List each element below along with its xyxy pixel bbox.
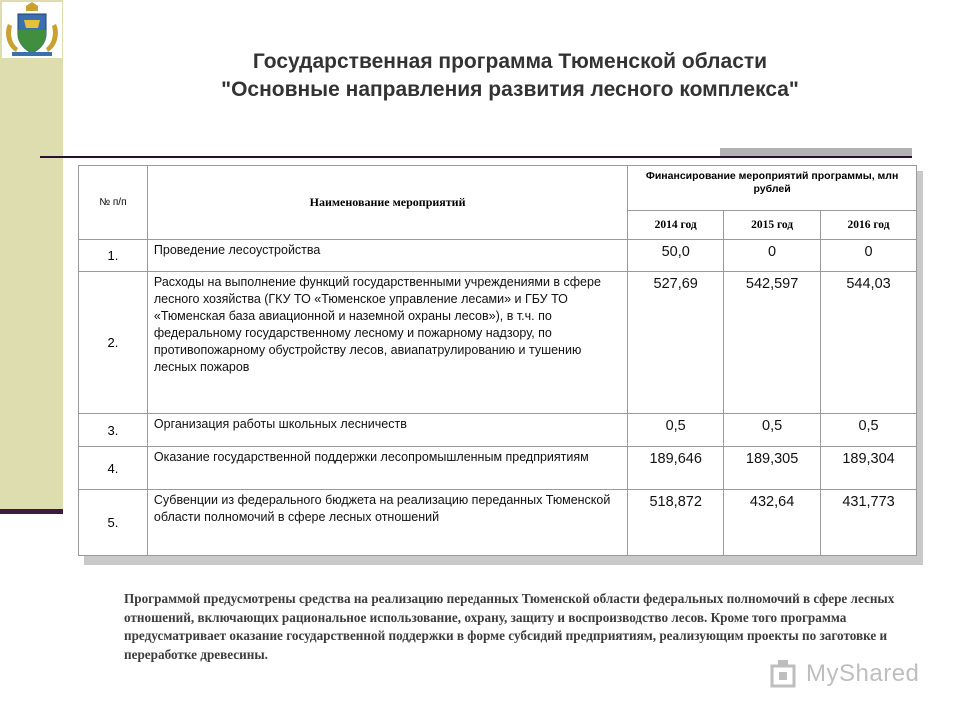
header-financing: Финансирование мероприятий программы, млн рублей	[628, 166, 917, 211]
watermark-text: MyShared	[806, 660, 920, 687]
row-name: Оказание государственной поддержки лесопромышленным предприятиям	[147, 447, 627, 490]
header-year-2015: 2015 год	[724, 211, 821, 240]
page-title	[140, 48, 880, 104]
row-name: Организация работы школьных лесничеств	[147, 414, 627, 447]
row-value-2014: 527,69	[628, 272, 724, 414]
row-value-2015: 0,5	[724, 414, 821, 447]
row-num: 5.	[79, 490, 148, 556]
row-value-2016: 431,773	[821, 490, 917, 556]
left-decor-band	[0, 0, 63, 513]
program-table	[78, 165, 917, 556]
header-year-2016: 2016 год	[821, 211, 917, 240]
title-line-1: Государственная программа Тюменской области	[252, 50, 768, 73]
header-num: № п/п	[79, 166, 148, 240]
table-row	[79, 490, 917, 556]
row-value-2016: 0	[821, 240, 917, 272]
row-value-2016: 544,03	[821, 272, 917, 414]
row-name: Проведение лесоустройства	[147, 240, 627, 272]
row-value-2016: 0,5	[821, 414, 917, 447]
table-row	[79, 272, 917, 414]
row-value-2015: 0	[724, 240, 821, 272]
row-value-2014: 0,5	[628, 414, 724, 447]
row-name: Расходы на выполнение функций государственными учреждениями в сфере лесного хозяйства (ГКУ ТО «Тюменское управление лесами» и ГБУ ТО «Тюменская база авиационной и наземной охраны лесов»), в т.ч. по федеральному государственному лесному и пожарному надзору, по противопожарному обустройству лесов, авиапатрулированию и тушению лесных пожаров	[147, 272, 627, 414]
table-row	[79, 414, 917, 447]
row-value-2015: 189,305	[724, 447, 821, 490]
row-value-2015: 432,64	[724, 490, 821, 556]
program-note: Программой предусмотрены средства на реализацию переданных Тюменской области федеральных полномочий в сфере лесных отношений, включающих рациональное использование, охрану, защиту и воспроизводство лесов. Кроме того программа предусматривает оказание государственной поддержки в форме субсидий предприятиям, реализующим проекты по заготовке и переработке древесины.	[124, 591, 895, 662]
row-value-2014: 189,646	[628, 447, 724, 490]
row-num: 4.	[79, 447, 148, 490]
row-value-2014: 518,872	[628, 490, 724, 556]
header-rule	[40, 156, 912, 158]
table-row	[79, 240, 917, 272]
row-value-2014: 50,0	[628, 240, 724, 272]
row-value-2016: 189,304	[821, 447, 917, 490]
title-line-2: "Основные направления развития лесного комплекса"	[221, 78, 799, 101]
header-year-2014: 2014 год	[628, 211, 724, 240]
row-num: 2.	[79, 272, 148, 414]
left-band-rule	[0, 509, 63, 514]
row-value-2015: 542,597	[724, 272, 821, 414]
header-name: Наименование мероприятий	[147, 166, 627, 240]
table-row	[79, 447, 917, 490]
row-num: 1.	[79, 240, 148, 272]
coat-of-arms-icon	[2, 2, 62, 58]
table-header-row	[79, 166, 917, 211]
row-name: Субвенции из федерального бюджета на реализацию переданных Тюменской области полномочий в сфере лесных отношений	[147, 490, 627, 556]
row-num: 3.	[79, 414, 148, 447]
